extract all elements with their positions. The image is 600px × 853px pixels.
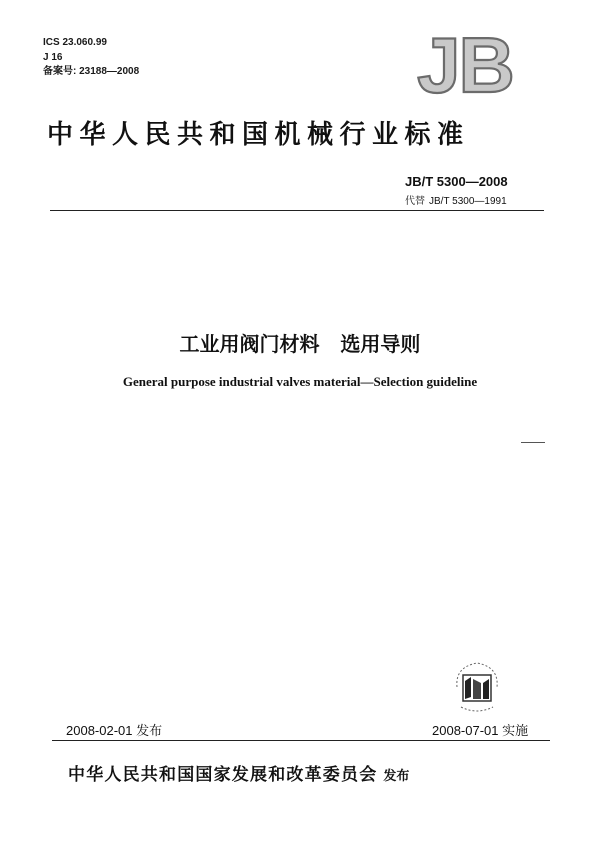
ics-code: ICS 23.060.99 — [43, 37, 107, 48]
standard-number: JB/T 5300—2008 — [405, 174, 508, 189]
publisher-emblem-icon — [447, 657, 507, 713]
replaces-number: JB/T 5300—1991 — [429, 196, 507, 207]
issuer-suffix: 发布 — [383, 769, 410, 784]
filing-number — [43, 66, 139, 78]
standard-category-title: 中华人民共和国机械行业标准 — [47, 120, 470, 150]
document-title-chinese: 工业用阀门材料 选用导则 — [179, 332, 421, 356]
replaces-line — [405, 192, 511, 207]
footer-divider — [52, 740, 550, 741]
filing-value: 23188—2008 — [79, 66, 140, 77]
issuing-authority — [68, 760, 409, 785]
issue-date: 2008-02-01 发布 — [66, 723, 163, 738]
header-divider — [50, 210, 544, 211]
jb-logo — [409, 30, 521, 100]
filing-label: 备案号: — [43, 66, 77, 77]
implementation-date: 2008-07-01 实施 — [432, 723, 529, 738]
short-divider — [521, 442, 545, 443]
document-title-english: General purpose industrial valves material—Selection guideline — [122, 374, 478, 389]
replaces-label: 代替 — [405, 196, 425, 207]
j-classification-code: J 16 — [43, 52, 63, 63]
issuer-name: 中华人民共和国国家发展和改革委员会 — [68, 765, 378, 785]
jb-logo-text: JB — [417, 30, 513, 100]
